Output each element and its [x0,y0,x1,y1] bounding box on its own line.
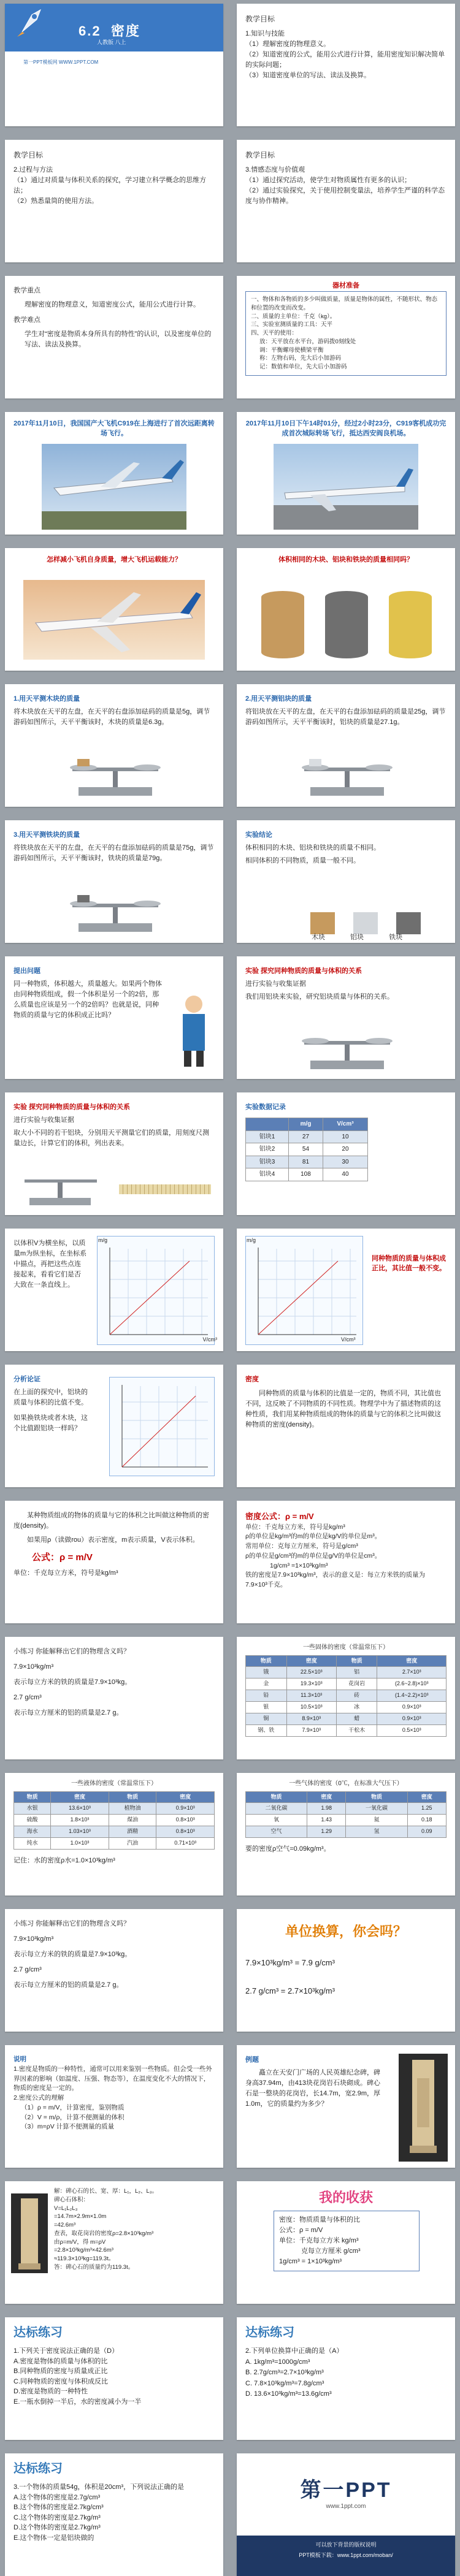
objective-line: 1.知识与技能 [245,29,285,37]
publisher-label: 人教版 八上 [97,39,126,45]
slide-heading: 器材准备 [332,282,359,289]
blocks-labels: 木块 铝块 铁块 [312,934,403,941]
table-title: 实验数据记录 [245,1103,286,1111]
slide-question-blocks[interactable] [237,548,455,671]
airplane-illustration [23,580,205,660]
summary-title: 我的收获 [318,2190,373,2205]
row-2 [5,140,455,262]
symbol-text: 如果用ρ（读做rou）表示密度，m表示质量，V表示体积。 [27,1536,199,1544]
table-row: 锇 22.5×10³ 铝 2.7×10³ [246,1667,447,1679]
question-body: 同一种物质，体积越大，质量越大。如果两个物体由同种物质组成，假一个体积是另一个的2倍，那么质量也应该是另一个的2倍吗？也就是说，同种物质的质量与它的体积成正比吗？ [13,980,162,1019]
row-12 [5,1501,455,1623]
practice-line: 表示每立方米的铁的质量是7.9×10³kg。 [13,1679,132,1686]
slide-unit-conversion[interactable] [237,1909,455,2032]
exercise-line: E.这个物体一定是铝块做的 [13,2534,94,2542]
conversion-line-1: 7.9×10³kg/m³ = 7.9 g/cm³ [245,1958,335,1968]
balance-scale-icon [66,756,164,799]
experiment-title: 实验 探究同种物质的质量与体积的关系 [245,967,362,975]
difficulty-text: 学生对“密度是物质本身所具有的特性”的认识，以及密度单位的写法、读法及换算。 [25,330,212,349]
air-density-note: 要的密度ρ空气=0.09kg/m³。 [245,1845,331,1853]
unit-text: 单位：千克每立方米，符号是kg/m³ [13,1569,118,1577]
solution-line: V=L₁L₂L₃ [54,2204,78,2212]
balance-scale-icon [66,893,164,936]
row-7 [5,820,455,943]
objective-line: （1）理解密度的物理意义。 [245,40,331,48]
row-6 [5,684,455,807]
note-line: （1）ρ = m/V，计算密度，鉴别物质 [21,2103,125,2111]
slide-experiment-steps[interactable] [5,1092,223,1215]
table-row: 铝块3 81 30 [246,1156,368,1168]
exercise-line: 3.一个物体的质量54g，体积是20cm³，下列说法正确的是 [13,2483,185,2491]
slide-deck [5,4,455,2576]
airplane-photo [274,444,418,530]
exercise-line: A.密度是物体的质量与体积的比 [13,2357,108,2365]
wood-block-icon [261,591,304,658]
airplane-photo [42,444,186,530]
experiment-title: 2.用天平测铝块的质量 [245,695,312,703]
slide-liquid-density-table[interactable] [5,1773,223,1896]
row-11 [5,1365,455,1487]
y-axis-label: m/g [247,1237,256,1243]
experiment-text: 我们用铝块来实验，研究铝块质量与体积的关系。 [245,993,394,1001]
note-line: （3）m=ρV 计算不便测量的质量 [21,2123,115,2131]
conversion-title: 单位换算，你会吗？ [285,1924,407,1939]
mass-volume-graph [97,1236,215,1345]
unit-line: 单位：千克每立方米，符号是kg/m³ [245,1523,345,1531]
table-row: 铝块1 27 10 [246,1130,368,1143]
balance-scale-icon [298,756,396,799]
solid-density-table: 物质 密度 物质 密度 锇 22.5×10³ 铝 2.7×10³ 金 19.3×10³ 花岗岩 (2.6~2.8)×10³ 铅 11.3×10³ 砖 (1.4~2.2)×10³ 银 10.5×10³ 冰 0.9×10³ 铜 8.9×10³ 蜡 0.9×10³ 钢、铁 7.9×10³ 干松木 0.5×10³ [245,1655,447,1737]
table-row: 纯水 1.0×10³ 汽油 0.71×10³ [14,1838,215,1850]
equipment-line: 称：左物右码，先大后小加游码 [259,355,342,362]
slide-gas-density-table[interactable] [237,1773,455,1896]
table-title: 一些液体的密度（常温常压下） [71,1780,157,1787]
table-row: 氧 1.43 氦 0.18 [246,1815,447,1826]
row-1 [5,4,455,126]
ruler-icon [119,1184,211,1194]
practice-line: 表示每立方厘米的铝的质量是2.7 g。 [13,1709,123,1717]
objective-line: （2）知道密度的公式，能用公式进行计算，能用密度知识解决简单的实际问题； [245,50,445,69]
practice-line: 表示每立方米的铁的质量是7.9×10³kg。 [13,1951,132,1959]
slide-practice-1[interactable] [5,1637,223,1759]
slide-end[interactable] [237,2453,455,2576]
balance-scale-icon [21,1171,101,1208]
aluminum-block-icon [389,591,432,658]
row-3 [5,276,455,398]
experiment-title: 3.用天平测铁块的质量 [13,831,80,839]
exercise-line: C. 7.8×10³kg/m³=7.8g/cm³ [245,2379,324,2387]
notes-title: 说明 [13,2056,26,2063]
slide-c919-photo-1[interactable] [5,412,223,535]
y-axis-label: m/g [98,1237,108,1243]
formula: 密度公式：ρ = m/V [245,1512,314,1521]
solution-line: 答：碑心石的质量约为119.3t。 [54,2263,134,2271]
objective-line: 3.情感态度与价值观 [245,166,305,173]
practice-line: 2.7 g/cm³ [13,1966,42,1974]
practice-line: 7.9×10³kg/m³ [13,1935,54,1943]
row-16 [5,2045,455,2168]
density-definition: 同种物质的质量与体积的比值是一定的，物质不同，其比值也不同，这反映了不同物质的不同性质。物理学中为了描述物质的这种性质，我们用某种物质组成的物体的质量与它的体积之比叫做这种物质的密度(density)。 [245,1390,441,1429]
slide-conclusion[interactable] [237,820,455,943]
key-point-text: 理解密度的物理意义，知道密度公式，能用公式进行计算。 [25,301,200,309]
slide-density-units[interactable] [237,1501,455,1623]
summary-line: 公式：ρ = m/V [279,2227,323,2235]
equipment-line: 三、实验室测质量的工具：天平 [251,321,333,329]
objective-line: （2）通过实验探究，关于使用控制变量法，培养学生严谨的科学态度与协作精神。 [245,186,445,205]
solution-line: 查表，取花岗岩的密度ρ=2.8×10³kg/m³ [54,2230,154,2237]
exercise-line: A.这个物体的密度是2.7g/cm³ [13,2493,101,2501]
mass-volume-graph [245,1236,363,1345]
table-row: 空气 1.29 氢 0.09 [246,1826,447,1838]
exercise-line: C.同种物质的密度与体积成反比 [13,2377,108,2385]
row-10 [5,1229,455,1351]
cover-title: 密度 [110,23,140,39]
objective-line: 2.过程与方法 [13,166,53,173]
question-title: 提出问题 [13,967,40,975]
slide-solid-density-table[interactable] [237,1637,455,1759]
summary-line: 克每立方厘米 g/cm³ [301,2247,361,2255]
density-title: 密度 [245,1376,259,1383]
objective-line: （1）通过探究活动，使学生对物质属性有更多的认识； [245,176,412,184]
experiment-title: 实验 探究同种物质的质量与体积的关系 [13,1103,131,1111]
equipment-line: 二、质量的主单位：千克（kg）。 [251,313,336,320]
slide-analysis[interactable] [5,1365,223,1487]
slide-equipment[interactable] [237,276,455,398]
exercise-line: B. 2.7g/cm³=2.7×10³kg/m³ [245,2369,324,2377]
note-line: （2）V = m/ρ，计算不便测量的体积 [21,2113,125,2121]
equipment-line: 一、物体和各物质的多少叫做质量，质量是物体的属性，不随形状、物态和位置的改变而改变。 [251,296,438,311]
exercise-title: 达标练习 [13,2326,63,2339]
monument-photo [399,2054,448,2162]
exercise-line: D.这个物体的密度是2.7kg/m³ [13,2524,101,2531]
ppt-logo [274,2473,418,2510]
exercise-title: 达标练习 [13,2462,63,2475]
summary-line: 单位：千克每立方米 kg/m³ [279,2237,359,2245]
slide-objectives-2[interactable] [5,140,223,262]
slide-heading: 教学目标 [13,151,44,159]
mass-volume-graph [109,1377,215,1476]
water-density-note: 记住：水的密度ρ水=1.0×10³kg/m³ [13,1857,115,1865]
table-row: 铅 11.3×10³ 砖 (1.4~2.2)×10³ [246,1690,447,1702]
unit-line: 常用单位：克每立方厘米，符号是g/cm³ [245,1542,358,1550]
slide-heading: 教学目标 [245,151,275,159]
logo-url: www.1ppt.com [326,2503,366,2510]
unit-line: ρ的单位是kg/m³的m的单位是kg/V的单位是m³。 [245,1533,381,1541]
balance-scale-icon [298,1030,396,1073]
table-header-row: m/g V/cm³ [246,1118,368,1131]
exercise-line: 1.下列关于密度说法正确的是（D） [13,2347,119,2355]
section-number: 6.2 [79,23,101,39]
table-row: 硫酸 1.8×10³ 煤油 0.8×10³ [14,1815,215,1826]
rocket-icon [13,6,48,40]
table-row: 铝块4 108 40 [246,1168,368,1181]
slide-practice-2[interactable] [5,1909,223,2032]
equipment-line: 放：天平放在水平台，游码拨0刻线处 [259,338,356,345]
equipment-line: 四、天平的使用： [251,330,298,337]
analysis-title: 分析论证 [13,1376,40,1383]
slide-heading: 教学重点 [13,287,40,294]
example-title: 例题 [245,2056,259,2063]
photo-caption: 2017年11月10日，我国国产大飞机C919在上海进行了首次远距离转场飞行。 [13,420,215,437]
practice-line: 表示每立方厘米的铝的质量是2.7 g。 [13,1981,123,1989]
definition-text: 某种物质组成的物体的质量与它的体积之比叫做这种物质的密度(density)。 [13,1512,209,1530]
row-5 [5,548,455,671]
slide-heading: 教学目标 [245,15,275,23]
row-15 [5,1909,455,2032]
slide-exercise-2[interactable] [237,2317,455,2440]
equipment-line: 调：平衡螺母使横梁平衡 [259,346,324,354]
slide-summary[interactable] [237,2181,455,2304]
footer-link[interactable]: PPT模板下载：www.1ppt.com/moban/ [299,2552,393,2558]
slide-exercise-3[interactable] [5,2453,223,2576]
end-footer [237,2536,455,2576]
exercise-line: C.这个物体的密度是2.7kg/m³ [13,2513,101,2521]
unit-line: ρ的单位是g/cm³的m的单位是g/V的单位是cm³。 [245,1552,381,1560]
unit-line: 1g/cm³ =1×10³kg/m³ [270,1561,328,1569]
solution-line: 碑心石体积： [54,2196,90,2203]
footer-text: 可以放下背景的版权说明 [315,2542,377,2548]
slide-measure-aluminum[interactable] [237,684,455,807]
exercise-line: D. 13.6×10³kg/m³=13.6g/cm³ [245,2390,332,2398]
exercise-line: E.一瓶水倒掉一半后，水的密度减小为一半 [13,2398,142,2406]
summary-line: 密度：物质质量与体积的比 [279,2216,360,2224]
gas-density-table: 物质 密度 物质 密度 二氧化碳 1.98 一氧化碳 1.25 氧 1.43 氦 0.18 空气 1.29 氢 0.09 [245,1791,447,1839]
slide-notes[interactable] [5,2045,223,2168]
solution-line: 由ρ=m/V，得 m=ρV [54,2238,106,2246]
objective-line: （3）知道密度单位的写法、读法及换算。 [245,71,371,79]
conversion-line-2: 2.7 g/cm³ = 2.7×10³kg/m³ [245,1986,335,1996]
table-row: 二氧化碳 1.98 一氧化碳 1.25 [246,1803,447,1815]
exercise-line: A. 1kg/m³=1000g/cm³ [245,2358,310,2366]
slide-graph-result[interactable] [237,1229,455,1351]
summary-line: 1g/cm³ = 1×10³kg/m³ [279,2258,342,2266]
iron-block-icon [325,591,368,658]
experiment-text: 将铝块放在天平的左盘，在天平的右盘添加砝码的质量是25g，调节游码如图所示，天平平衡该时，铝块的质量是27.1g。 [245,708,446,726]
experiment-subtitle: 进行实验与收集证据 [13,1116,74,1124]
slide-data-table[interactable] [237,1092,455,1215]
exercise-title: 达标练习 [245,2326,294,2339]
experiment-text: 将木块放在天平的左盘，在天平的右盘添加砝码的质量是5g，调节游码如图所示，天平平衡该时，木块的质量是6.3g。 [13,708,210,726]
table-title: 一些气体的密度（0℃，在标准大气压下） [289,1780,403,1787]
note-line: 2.密度公式的理解 [13,2094,64,2102]
analysis-text-2: 如果换铁块或者木块，这个比值跟铝块一样吗？ [13,1414,88,1433]
exercise-line: B.同种物质的密度与质量成正比 [13,2368,108,2375]
row-18 [5,2317,455,2440]
x-axis-label: V/cm³ [202,1336,217,1343]
slide-density-formula[interactable] [5,1501,223,1623]
slide-experiment-intro[interactable] [237,956,455,1079]
row-17 [5,2181,455,2304]
table-row: 水银 13.6×10³ 植物油 0.9×10³ [14,1803,215,1815]
photo-caption: 2017年11月10日下午14时01分，经过2小时23分，C919客机成功完成首次城际转场飞行，抵达西安阎良机场。 [245,420,447,437]
summary-box [274,2211,420,2271]
row-14 [5,1773,455,1896]
slide-solution[interactable] [5,2181,223,2304]
table-row: 海水 1.03×10³ 酒精 0.8×10³ [14,1826,215,1838]
row-8 [5,956,455,1079]
slide-graph-instruction[interactable] [5,1229,223,1351]
practice-line: 2.7 g/cm³ [13,1694,42,1702]
slide-objectives-1[interactable] [237,4,455,126]
slide-cover[interactable] [5,4,223,126]
slide-question-plane[interactable] [5,548,223,671]
table-row: 钢、铁 7.9×10³ 干松木 0.5×10³ [246,1725,447,1737]
row-9 [5,1092,455,1215]
slide-exercise-1[interactable] [5,2317,223,2440]
slide-heading: 教学难点 [13,316,40,324]
objective-line: （2）熟悉量筒的使用方法。 [13,197,99,205]
conclusion-text-2: 相同体积的不同物质，质量一般不同。 [245,857,360,865]
cover-footer: 第一PPT模板网 WWW.1PPT.COM [23,59,99,65]
conclusion-title: 实验结论 [245,831,272,839]
table-row: 铜 8.9×10³ 蜡 0.9×10³ [246,1713,447,1725]
experiment-title: 1.用天平测木块的质量 [13,695,80,703]
teacher-illustration [174,993,213,1067]
slide-density-definition[interactable] [237,1365,455,1487]
unit-line: 铁的密度是7.9×10³kg/m³，表示的意义是：每立方米铁的质量为7.9×10³千克。 [245,1571,426,1588]
slide-c919-photo-2[interactable] [237,412,455,535]
exercise-line: B.这个物体的密度是2.7kg/cm³ [13,2504,104,2511]
table-row: 铝块2 54 20 [246,1143,368,1156]
liquid-density-table: 物质 密度 物质 密度 水银 13.6×10³ 植物油 0.9×10³ 硫酸 1.8×10³ 煤油 0.8×10³ 海水 1.03×10³ 酒精 0.8×10³ 纯水 1.0×10³ 汽油 0.71×10³ [13,1791,215,1850]
practice-line: 7.9×10³kg/m³ [13,1663,54,1671]
note-line: 1.密度是物质的一种特性，通常可以用来鉴别一些物质。但会受一些外界因素的影响（如温度、压强、物态等），在温度变化不大的情况下，物质的密度是一定的。 [13,2065,212,2092]
slide-example[interactable] [237,2045,455,2168]
x-axis-label: V/cm³ [341,1336,356,1343]
conclusion-text: 体积相同的木块、铝块和铁块的质量不相同。 [245,844,380,852]
solution-line: =2.8×10³kg/m³×42.6m³ [54,2247,113,2254]
formula: 公式：ρ = m/V [32,1552,93,1563]
slide-objectives-3[interactable] [237,140,455,262]
equipment-line: 记：数值和单位，先大后小加游码 [259,364,347,371]
logo-text: 第一PPT [300,2479,392,2502]
row-13 [5,1637,455,1759]
graph-conclusion: 同种物质的质量与体积成正比，其比值一般不变。 [372,1255,446,1272]
exercise-line: D.密度是物质的一种特性 [13,2388,88,2395]
data-table [245,1118,368,1181]
table-title: 一些固体的密度（常温常压下） [303,1644,389,1651]
slide-raise-question[interactable] [5,956,223,1079]
monument-photo [11,2193,48,2273]
solution-line: 解：碑心石的长、宽、厚：L₁，L₂、L₃。 [54,2188,158,2195]
slide-key-points[interactable] [5,276,223,398]
solution-line: ≈119.3×10³kg=119.3t。 [54,2255,115,2263]
row-19 [5,2453,455,2576]
slide-measure-wood[interactable] [5,684,223,807]
graph-instruction: 以体积V为横坐标，以质量m为纵坐标，在坐标系中描点，再把这些点连接起来，看看它们是否大致在一条直线上。 [13,1240,87,1289]
practice-question: 小练习 你能解释出它们的物理含义吗？ [13,1920,131,1927]
blocks-illustration [304,900,427,937]
solution-line: =42.6m³ [54,2222,76,2229]
analysis-text: 在上面的探究中，铝块的质量与体积的比值不变。 [13,1389,88,1407]
experiment-subtitle: 进行实验与收集证据 [245,980,306,988]
objective-line: （1）通过对质量与体积关系的探究，学习建立科学概念的思维方法； [13,176,207,194]
question-text: 怎样减小飞机自身质量，增大飞机运载能力？ [47,556,182,563]
row-4 [5,412,455,535]
question-text: 体积相同的木块、铝块和铁块的质量相同吗？ [278,556,413,563]
experiment-text: 取大小不同的若干铝块，分别用天平测量它们的质量，用刻度尺测量边长，计算它们的体积，列出表来。 [13,1129,209,1148]
slide-measure-iron[interactable] [5,820,223,943]
table-row: 金 19.3×10³ 花岗岩 (2.6~2.8)×10³ [246,1679,447,1690]
table-row: 银 10.5×10³ 冰 0.9×10³ [246,1702,447,1713]
experiment-text: 将铁块放在天平的左盘，在天平的右盘添加砝码的质量是75g，调节游码如图所示，天平平衡该时，铁块的质量是79g。 [13,844,214,863]
example-text: 矗立在天安门广场的人民英雄纪念碑，碑身高37.94m，由413块花岗岩石块砌成。碑心石是一整块的花岗岩，长14.7m，宽2.9m，厚1.0m，它的质量约为多少？ [245,2069,381,2108]
exercise-line: 2.下列单位换算中正确的是（A） [245,2347,343,2355]
solution-line: =14.7m×2.9m×1.0m [54,2213,107,2220]
practice-question: 小练习 你能解释出它们的物理含义吗？ [13,1648,131,1655]
